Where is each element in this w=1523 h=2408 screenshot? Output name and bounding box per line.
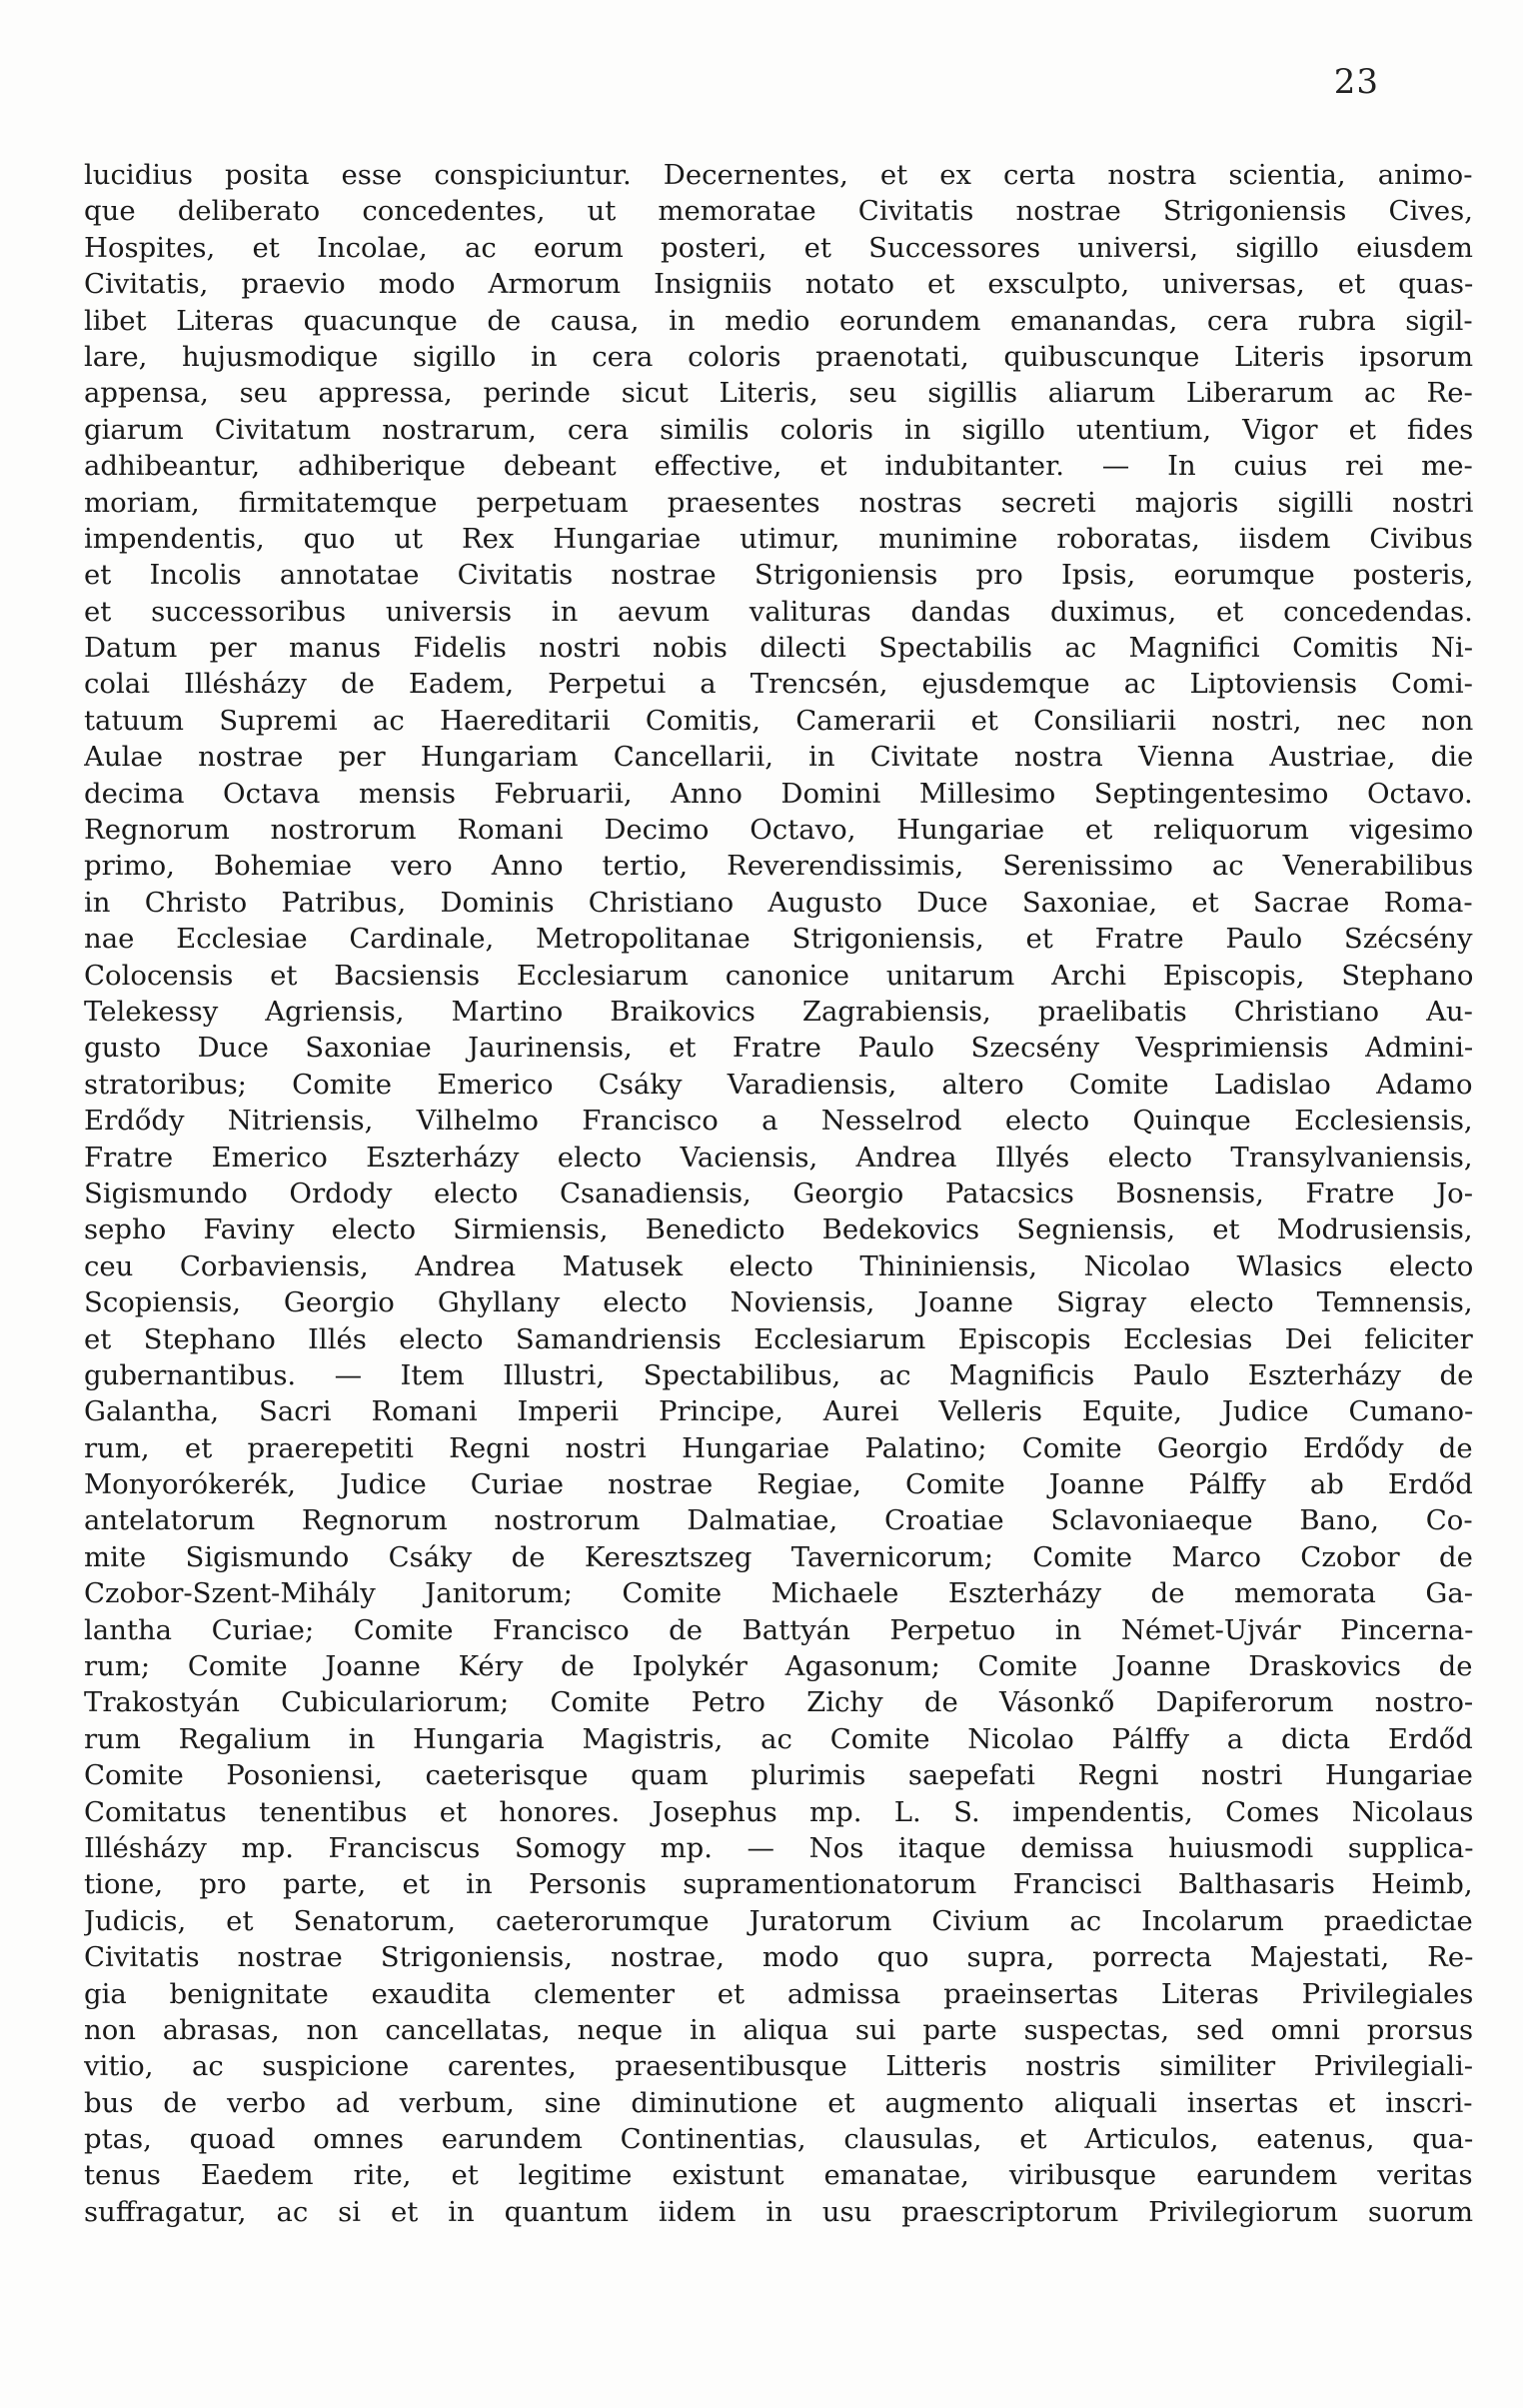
text-line: giarum Civitatum nostrarum, cera similis coloris in sigillo utentium, Vigor et fides [84, 413, 1473, 446]
text-line: lucidius posita esse conspiciuntur. Decernentes, et ex certa nostra scientia, animo- [84, 159, 1473, 191]
text-line: Scopiensis, Georgio Ghyllany electo Noviensis, Joanne Sigray electo Temnensis, [84, 1286, 1473, 1319]
text-line: tenus Eaedem rite, et legitime existunt emanatae, viribusque earundem veritas [84, 2159, 1473, 2192]
text-line: Erdődy Nitriensis, Vilhelmo Francisco a Nesselrod electo Quinque Ecclesiensis, [84, 1105, 1473, 1138]
text-line: moriam, firmitatemque perpetuam praesentes nostras secreti majoris sigilli nostri [84, 486, 1473, 519]
text-line: et Incolis annotatae Civitatis nostrae Strigoniensis pro Ipsis, eorumque posteris, [84, 559, 1473, 592]
text-line: stratoribus; Comite Emerico Csáky Varadiensis, altero Comite Ladislao Adamo [84, 1068, 1473, 1101]
text-line: Aulae nostrae per Hungariam Cancellarii, in Civitate nostra Vienna Austriae, die [84, 741, 1473, 774]
text-line: ptas, quoad omnes earundem Continentias, clausulas, et Articulos, eatenus, qua- [84, 2123, 1473, 2156]
text-line: nae Ecclesiae Cardinale, Metropolitanae Strigoniensis, et Fratre Paulo Szécsény [84, 923, 1473, 956]
text-line: gusto Duce Saxoniae Jaurinensis, et Fratre Paulo Szecsény Vesprimiensis Admini- [84, 1032, 1473, 1065]
text-line: suffragatur, ac si et in quantum iidem in usu praescriptorum Privilegiorum suorum [84, 2195, 1473, 2228]
text-line: Monyorókerék, Judice Curiae nostrae Regiae, Comite Joanne Pálffy ab Erdőd [84, 1468, 1473, 1501]
text-line: primo, Bohemiae vero Anno tertio, Reverendissimis, Serenissimo ac Venerabilibus [84, 850, 1473, 883]
body-text [84, 157, 1473, 2230]
text-line: tatuum Supremi ac Haereditarii Comitis, Camerarii et Consiliarii nostri, nec non [84, 704, 1473, 737]
text-line: Sigismundo Ordody electo Csanadiensis, Georgio Patacsics Bosnensis, Fratre Jo- [84, 1177, 1473, 1209]
text-line: appensa, seu appressa, perinde sicut Literis, seu sigillis aliarum Liberarum ac Re- [84, 377, 1473, 410]
text-line: bus de verbo ad verbum, sine diminutione et augmento aliquali insertas et inscri- [84, 2086, 1473, 2119]
text-line: antelatorum Regnorum nostrorum Dalmatiae, Croatiae Sclavoniaeque Bano, Co- [84, 1504, 1473, 1537]
text-line: Hospites, et Incolae, ac eorum posteri, et Successores universi, sigillo eiusdem [84, 231, 1473, 264]
text-line: Comite Posoniensi, caeterisque quam plurimis saepefati Regni nostri Hungariae [84, 1759, 1473, 1792]
text-line: rum; Comite Joanne Kéry de Ipolykér Agasonum; Comite Joanne Draskovics de [84, 1650, 1473, 1683]
text-line: Comitatus tenentibus et honores. Josephus mp. L. S. impendentis, Comes Nicolaus [84, 1795, 1473, 1828]
text-line: tione, pro parte, et in Personis supramentionatorum Francisci Balthasaris Heimb, [84, 1868, 1473, 1901]
text-line: Illésházy mp. Franciscus Somogy mp. — Nos itaque demissa huiusmodi supplica- [84, 1831, 1473, 1864]
text-line: Civitatis, praevio modo Armorum Insigniis notato et exsculpto, universas, et quas- [84, 268, 1473, 301]
text-line: mite Sigismundo Csáky de Keresztszeg Tavernicorum; Comite Marco Czobor de [84, 1540, 1473, 1573]
text-line: Fratre Emerico Eszterházy electo Vaciensis, Andrea Illyés electo Transylvaniensis, [84, 1141, 1473, 1174]
text-line: gia benignitate exaudita clementer et admissa praeinsertas Literas Privilegiales [84, 1977, 1473, 2010]
text-line: adhibeantur, adhiberique debeant effective, et indubitanter. — In cuius rei me- [84, 450, 1473, 483]
text-line: Galantha, Sacri Romani Imperii Principe, Aurei Velleris Equite, Judice Cumano- [84, 1395, 1473, 1428]
text-line: impendentis, quo ut Rex Hungariae utimur, munimine roboratas, iisdem Civibus [84, 522, 1473, 555]
text-line: gubernantibus. — Item Illustri, Spectabilibus, ac Magnificis Paulo Eszterházy de [84, 1358, 1473, 1391]
text-line: Colocensis et Bacsiensis Ecclesiarum canonice unitarum Archi Episcopis, Stephano [84, 959, 1473, 992]
text-line: rum Regalium in Hungaria Magistris, ac Comite Nicolao Pálffy a dicta Erdőd [84, 1722, 1473, 1755]
text-line: in Christo Patribus, Dominis Christiano Augusto Duce Saxoniae, et Sacrae Roma- [84, 886, 1473, 919]
text-line: Regnorum nostrorum Romani Decimo Octavo, Hungariae et reliquorum vigesimo [84, 814, 1473, 847]
text-line: Civitatis nostrae Strigoniensis, nostrae, modo quo supra, porrecta Majestati, Re- [84, 1941, 1473, 1974]
text-line: Trakostyán Cubiculariorum; Comite Petro Zichy de Vásonkő Dapiferorum nostro- [84, 1686, 1473, 1719]
text-line: lantha Curiae; Comite Francisco de Battyán Perpetuo in Német-Ujvár Pincerna- [84, 1613, 1473, 1646]
text-line: lare, hujusmodique sigillo in cera coloris praenotati, quibuscunque Literis ipsorum [84, 340, 1473, 373]
text-line: decima Octava mensis Februarii, Anno Domini Millesimo Septingentesimo Octavo. [84, 777, 1473, 810]
text-line: que deliberato concedentes, ut memoratae Civitatis nostrae Strigoniensis Cives, [84, 195, 1473, 228]
text-line: rum, et praerepetiti Regni nostri Hungariae Palatino; Comite Georgio Erdődy de [84, 1431, 1473, 1464]
text-line: colai Illésházy de Eadem, Perpetui a Trencsén, ejusdemque ac Liptoviensis Comi- [84, 668, 1473, 701]
text-line: Judicis, et Senatorum, caeterorumque Juratorum Civium ac Incolarum praedictae [84, 1904, 1473, 1937]
text-line: Datum per manus Fidelis nostri nobis dilecti Spectabilis ac Magnifici Comitis Ni- [84, 632, 1473, 665]
text-line: et Stephano Illés electo Samandriensis Ecclesiarum Episcopis Ecclesias Dei feliciter [84, 1322, 1473, 1355]
text-line: non abrasas, non cancellatas, neque in aliqua sui parte suspectas, sed omni prorsus [84, 2013, 1473, 2046]
text-line: vitio, ac suspicione carentes, praesentibusque Litteris nostris similiter Privilegiali- [84, 2050, 1473, 2083]
text-line: libet Literas quacunque de causa, in medio eorundem emanandas, cera rubra sigil- [84, 304, 1473, 337]
page-number: 23 [1333, 62, 1379, 102]
text-line: et successoribus universis in aevum valituras dandas duximus, et concedendas. [84, 595, 1473, 628]
text-line: sepho Faviny electo Sirmiensis, Benedicto Bedekovics Segniensis, et Modrusiensis, [84, 1213, 1473, 1246]
text-line: Telekessy Agriensis, Martino Braikovics Zagrabiensis, praelibatis Christiano Au- [84, 995, 1473, 1028]
text-line: ceu Corbaviensis, Andrea Matusek electo Thininiensis, Nicolao Wlasics electo [84, 1249, 1473, 1282]
text-line: Czobor-Szent-Mihály Janitorum; Comite Michaele Eszterházy de memorata Ga- [84, 1577, 1473, 1610]
